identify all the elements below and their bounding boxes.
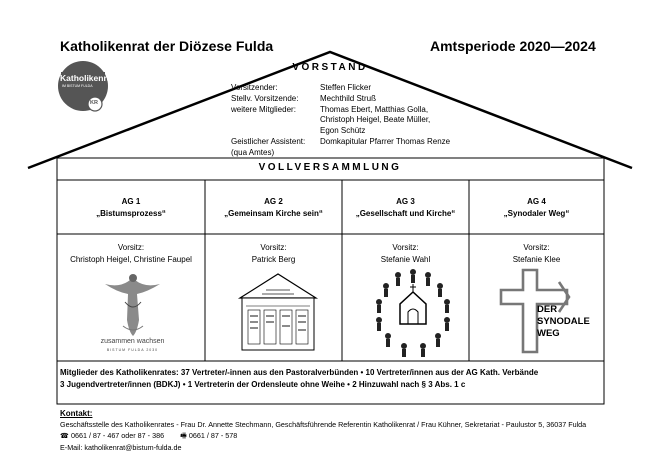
- contact-heading: Kontakt:: [60, 409, 93, 418]
- contact-address: Geschäftsstelle des Katholikenrates - Frau Dr. Annette Stechmann, Geschäftsführende Referentin Katholikenrat / Frau Kühner, Sekretariat - Paulustor 5, 36037 Fulda: [60, 420, 587, 430]
- ag1-chair-label: Vorsitz:: [117, 243, 145, 252]
- ag2-number: AG 2: [264, 197, 283, 206]
- ag1-name: „Bistumsprozess“: [96, 209, 166, 218]
- name-assistant: Domkapitular Pfarrer Thomas Renze: [320, 136, 451, 146]
- contact-phone: 0661 / 87 - 467 oder 87 - 386: [70, 431, 165, 441]
- logo-sub: IM BISTUM FULDA: [62, 84, 93, 88]
- ag1-image-caption: zusammen wachsen: [100, 338, 165, 345]
- phone-icon: ☎: [60, 431, 69, 441]
- name-members-1: Thomas Ebert, Matthias Golla,: [320, 104, 429, 114]
- ag4-header: [469, 196, 604, 246]
- role-chair: Vorsitzender:: [231, 83, 278, 92]
- ag4-number: AG 4: [527, 197, 546, 206]
- members-line-1: Mitglieder des Katholikenrates: 37 Vertreter/-innen aus den Pastoralverbünden • 10 Vertreter/innen aus der AG Kath. Verbände: [60, 368, 539, 377]
- role-assistant-note: (qua Amtes): [231, 147, 275, 157]
- ag2-house-poster-image: [236, 270, 320, 354]
- ag4-synodaler-weg-logo: [497, 268, 590, 354]
- name-members-2: Christoph Heigel, Beate Müller,: [320, 115, 431, 125]
- ag4-chair: [469, 242, 604, 266]
- role-assistant: Geistlicher Assistent:: [231, 136, 306, 146]
- ag2-chair: [205, 242, 342, 266]
- organization-title: Katholikenrat der Diözese Fulda: [60, 38, 274, 54]
- name-chair: Steffen Flicker: [320, 83, 371, 92]
- period-title: Amtsperiode 2020—2024: [430, 38, 596, 54]
- ag4-chair-label: Vorsitz:: [523, 243, 550, 252]
- contact-fax: 0661 / 87 - 578: [188, 431, 238, 441]
- contact-phone-row: [60, 430, 660, 441]
- members-line-2: 3 Jugendvertreter/innen (BDKJ) • 1 Vertreterin der Ordensleute ohne Weihe • 2 Hinzuwahl nach § 3 Abs. 1 c: [60, 379, 466, 389]
- vorstand-heading: VORSTAND: [292, 62, 368, 73]
- ag3-chair-names: Stefanie Wahl: [380, 255, 431, 264]
- name-deputy: Mechthild Struß: [320, 93, 377, 103]
- contact-email[interactable]: E-Mail: katholikenrat@bistum-fulda.de: [60, 442, 182, 452]
- ag4-logo-text: [537, 304, 590, 340]
- ag1-image-sub: BISTUM FULDA 2030: [106, 348, 159, 352]
- name-members-3: Egon Schütz: [320, 126, 366, 136]
- contact-section: [60, 408, 660, 453]
- ag2-header: [205, 196, 342, 246]
- ag1-number: AG 1: [121, 197, 141, 206]
- ag3-name: „Gesellschaft und Kirche“: [355, 209, 456, 218]
- logo-badge: KR: [90, 100, 98, 106]
- ag4-logo-line3: WEG: [537, 328, 560, 339]
- ag4-chair-names: Stefanie Klee: [512, 255, 561, 264]
- ag2-chair-names: Patrick Berg: [251, 255, 296, 264]
- vollversammlung-heading: VOLLVERSAMMLUNG: [258, 162, 402, 173]
- vorstand-roles: [231, 83, 305, 159]
- fax-icon: 🖷: [180, 431, 187, 441]
- role-members: weitere Mitglieder:: [231, 104, 296, 114]
- role-deputy: Stellv. Vorsitzende:: [231, 93, 299, 103]
- ag1-chair: [57, 242, 205, 266]
- vorstand-names: [320, 83, 450, 148]
- ag4-name: „Synodaler Weg“: [503, 209, 570, 218]
- ag1-chair-names: Christoph Heigel, Christine Faupel: [70, 255, 192, 264]
- ag1-header: [57, 196, 205, 246]
- ag4-logo-line1: DER: [537, 304, 558, 315]
- ag3-people-circle-image: [370, 262, 456, 358]
- ag3-header: [342, 196, 469, 246]
- ag2-name: „Gemeinsam Kirche sein“: [224, 209, 323, 218]
- ag3-number: AG 3: [396, 197, 415, 206]
- ag1-zusammen-wachsen-image: [95, 272, 170, 358]
- members-info: [60, 367, 605, 390]
- ag3-chair-label: Vorsitz:: [392, 243, 419, 252]
- katholikenrat-logo: [57, 60, 115, 112]
- ag2-chair-label: Vorsitz:: [260, 243, 287, 252]
- ag4-logo-line2: SYNODALE: [537, 316, 590, 327]
- logo-name: Katholikenrat: [60, 73, 115, 83]
